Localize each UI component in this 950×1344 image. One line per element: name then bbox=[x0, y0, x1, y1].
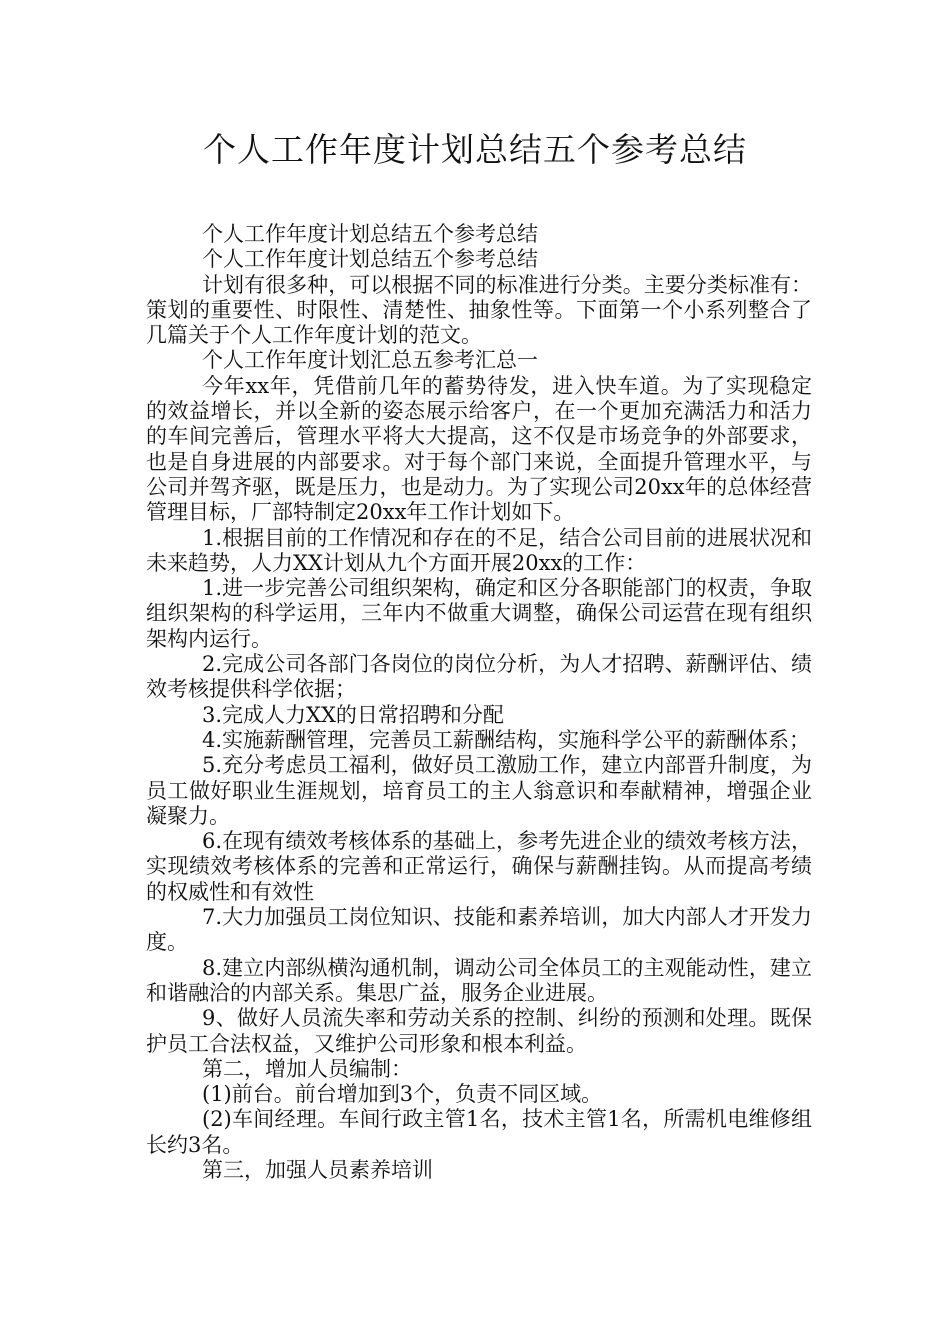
document-body bbox=[146, 222, 812, 1183]
paragraph-overview: 今年xx年，凭借前几年的蓄势待发，进入快车道。为了实现稳定的效益增长，并以全新的姿态展示给客户，在一个更加充满活力和活力的车间完善后，管理水平将大大提高，这不仅是市场竞争的外部要求，也是自身进展的内部要求。对于每个部门来说，全面提升管理水平，与公司并驾齐驱，既是压力，也是动力。为了实现公司20xx年的总体经营管理目标，厂部特制定20xx年工作计划如下。 bbox=[146, 373, 812, 525]
paragraph-heading-second: 第二，增加人员编制： bbox=[202, 1056, 412, 1081]
paragraph-section-heading: 个人工作年度计划汇总五参考汇总一 bbox=[202, 348, 538, 373]
paragraph-item: 7.大力加强员工岗位知识、技能和素养培训，加大内部人才开发力度。 bbox=[146, 905, 812, 955]
paragraph-item: 4.实施薪酬管理，完善员工薪酬结构，实施科学公平的薪酬体系； bbox=[202, 727, 811, 752]
paragraph-item: 5.充分考虑员工福利，做好员工激励工作，建立内部晋升制度，为员工做好职业生涯规划，培育员工的主人翁意识和奉献精神，增强企业凝聚力。 bbox=[146, 753, 812, 828]
paragraph-item: 2.完成公司各部门各岗位的岗位分析，为人才招聘、薪酬评估、绩效考核提供科学依据； bbox=[146, 652, 812, 702]
paragraph-heading-third: 第三，加强人员素养培训 bbox=[202, 1157, 433, 1182]
paragraph-item: 3.完成人力XX的日常招聘和分配 bbox=[202, 702, 504, 727]
paragraph-subtitle-2: 个人工作年度计划总结五个参考总结 bbox=[202, 247, 538, 272]
paragraph-intro: 计划有很多种，可以根据不同的标准进行分类。主要分类标准有：策划的重要性、时限性、清楚性、抽象性等。下面第一个小系列整合了几篇关于个人工作年度计划的范文。 bbox=[146, 272, 812, 348]
paragraph-item: 8.建立内部纵横沟通机制，调动公司全体员工的主观能动性，建立和谐融洽的内部关系。集思广益，服务企业进展。 bbox=[146, 955, 812, 1005]
paragraph-item: (2)车间经理。车间行政主管1名，技术主管1名，所需机电维修组长约3名。 bbox=[146, 1107, 812, 1157]
paragraph-item: (1)前台。前台增加到3个，负责不同区域。 bbox=[202, 1082, 603, 1107]
document-title: 个人工作年度计划总结五个参考总结 bbox=[203, 130, 747, 169]
paragraph-item: 1.根据目前的工作情况和存在的不足，结合公司目前的进展状况和未来趋势，人力XX计划从九个方面开展20xx的工作： bbox=[146, 525, 812, 575]
paragraph-subtitle-1: 个人工作年度计划总结五个参考总结 bbox=[202, 222, 538, 246]
paragraph-item: 6.在现有绩效考核体系的基础上，参考先进企业的绩效考核方法，实现绩效考核体系的完善和正常运行，确保与薪酬挂钩。从而提高考绩的权威性和有效性 bbox=[146, 829, 812, 904]
paragraph-item: 1.进一步完善公司组织架构，确定和区分各职能部门的权责，争取组织架构的科学运用，三年内不做重大调整，确保公司运营在现有组织架构内运行。 bbox=[146, 576, 812, 651]
paragraph-item: 9、做好人员流失率和劳动关系的控制、纠纷的预测和处理。既保护员工合法权益，又维护公司形象和根本利益。 bbox=[146, 1006, 812, 1056]
